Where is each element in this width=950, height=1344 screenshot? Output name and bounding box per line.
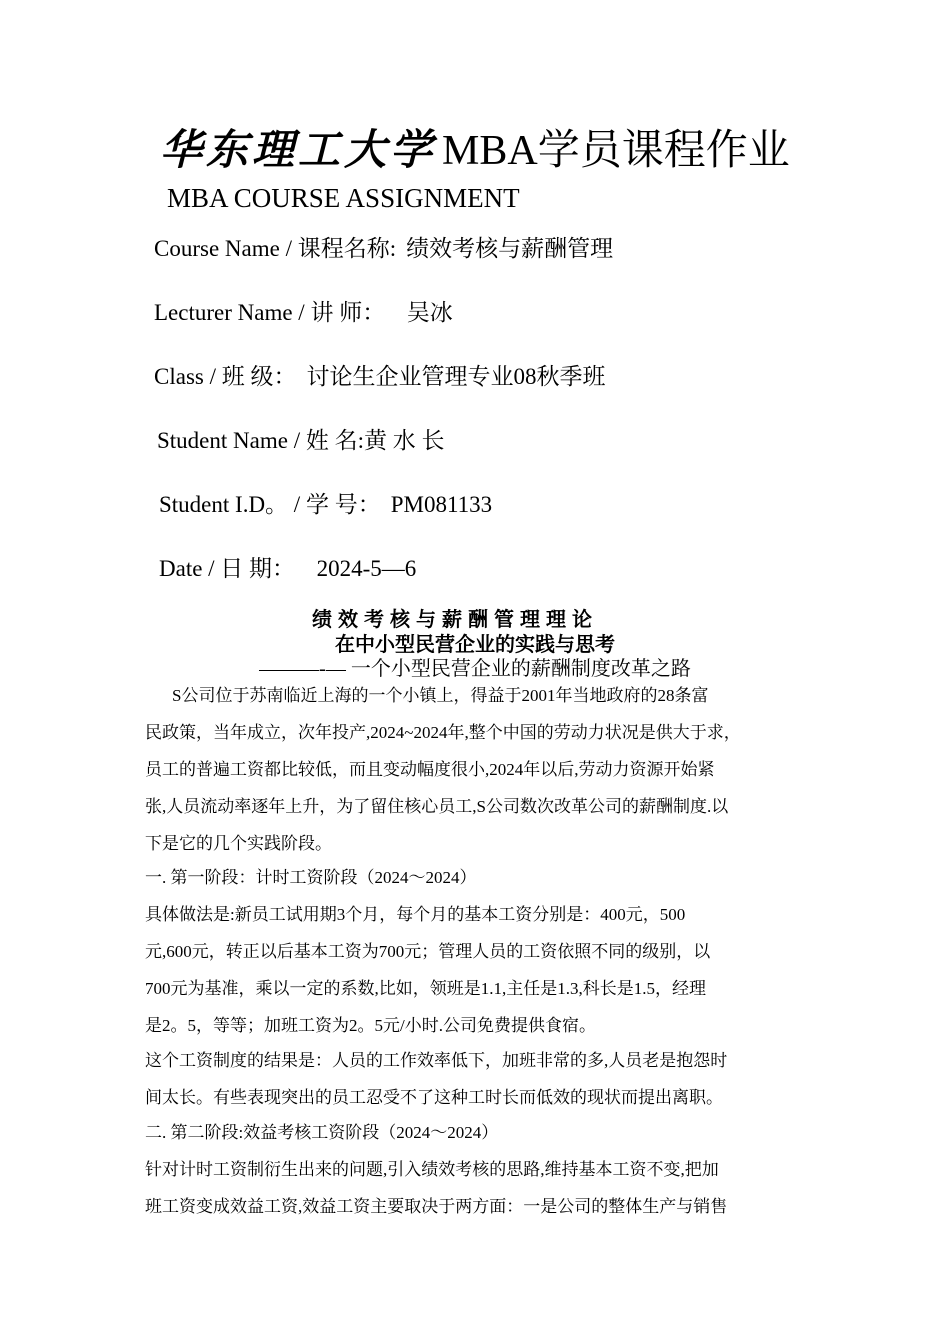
page-title [160, 122, 790, 179]
university-name: 华东理工大学 [160, 125, 437, 174]
course-name-value: 绩效考核与薪酬管理 [406, 236, 614, 261]
student-id-row [159, 489, 492, 521]
lecturer-label: Lecturer Name / 讲 师： [154, 300, 386, 325]
date-label: Date / 日 期： [159, 556, 296, 581]
lecturer-row [154, 297, 453, 329]
body-line: S公司位于苏南临近上海的一个小镇上，得益于2001年当地政府的28条富 [172, 686, 709, 705]
body-line: 700元为基准，乘以一定的系数,比如，领班是1.1,主任是1.3,科长是1.5，经理 [145, 979, 706, 998]
body-line: 间太长。有些表现突出的员工忍受不了这种工时长而低效的现状而提出离职。 [145, 1088, 723, 1107]
date-value: 2024-5—6 [305, 556, 417, 581]
body-line: 元,600元，转正以后基本工资为700元；管理人员的工资依照不同的级别，以 [145, 942, 711, 961]
student-name-value: 黄 水 长 [363, 428, 445, 453]
body-line: 是2。5，等等；加班工资为2。5元/小时.公司免费提供食宿。 [145, 1016, 596, 1035]
body-line: 员工的普遍工资都比较低，而且变动幅度很小,2024年以后,劳动力资源开始紧 [145, 760, 715, 779]
essay-subtitle: ———-— 一个小型民营企业的薪酬制度改革之路 [259, 658, 691, 680]
section-heading: 一. 第一阶段：计时工资阶段（2024～2024） [145, 868, 477, 887]
body-line: 民政策，当年成立，次年投产,2024~2024年,整个中国的劳动力状况是供大于求， [145, 723, 741, 742]
body-line: 针对计时工资制衍生出来的问题,引入绩效考核的思路,维持基本工资不变,把加 [145, 1160, 719, 1179]
essay-title-line2: 在中小型民营企业的实践与思考 [335, 634, 615, 656]
section-heading: 二. 第二阶段:效益考核工资阶段（2024～2024） [145, 1123, 499, 1142]
assignment-title: MBA学员课程作业 [442, 128, 790, 174]
student-id-value: PM081133 [390, 492, 493, 517]
course-name-row [154, 233, 613, 265]
body-line: 张,人员流动率逐年上升，为了留住核心员工,S公司数次改革公司的薪酬制度.以 [145, 797, 729, 816]
student-id-label: Student I.D。 / 学 号： [159, 492, 381, 517]
page-subtitle: MBA COURSE ASSIGNMENT [167, 183, 520, 213]
essay-title: 绩效考核与薪酬管理理论 [312, 609, 598, 631]
student-name-label: Student Name / 姓 名: [157, 428, 364, 453]
body-line: 具体做法是:新员工试用期3个月，每个月的基本工资分别是：400元，500 [145, 905, 686, 924]
course-name-label: Course Name / 课程名称: [154, 236, 397, 261]
body-line: 下是它的几个实践阶段。 [145, 834, 332, 853]
class-value: 讨论生企业管理专业08秋季班 [306, 364, 606, 389]
date-row [159, 553, 416, 585]
class-label: Class / 班 级： [154, 364, 297, 389]
student-name-row [157, 425, 444, 457]
class-row [154, 361, 605, 393]
lecturer-value: 吴冰 [395, 300, 453, 325]
body-line: 班工资变成效益工资,效益工资主要取决于两方面：一是公司的整体生产与销售 [145, 1197, 728, 1216]
body-line: 这个工资制度的结果是：人员的工作效率低下，加班非常的多,人员老是抱怨时 [145, 1051, 728, 1070]
